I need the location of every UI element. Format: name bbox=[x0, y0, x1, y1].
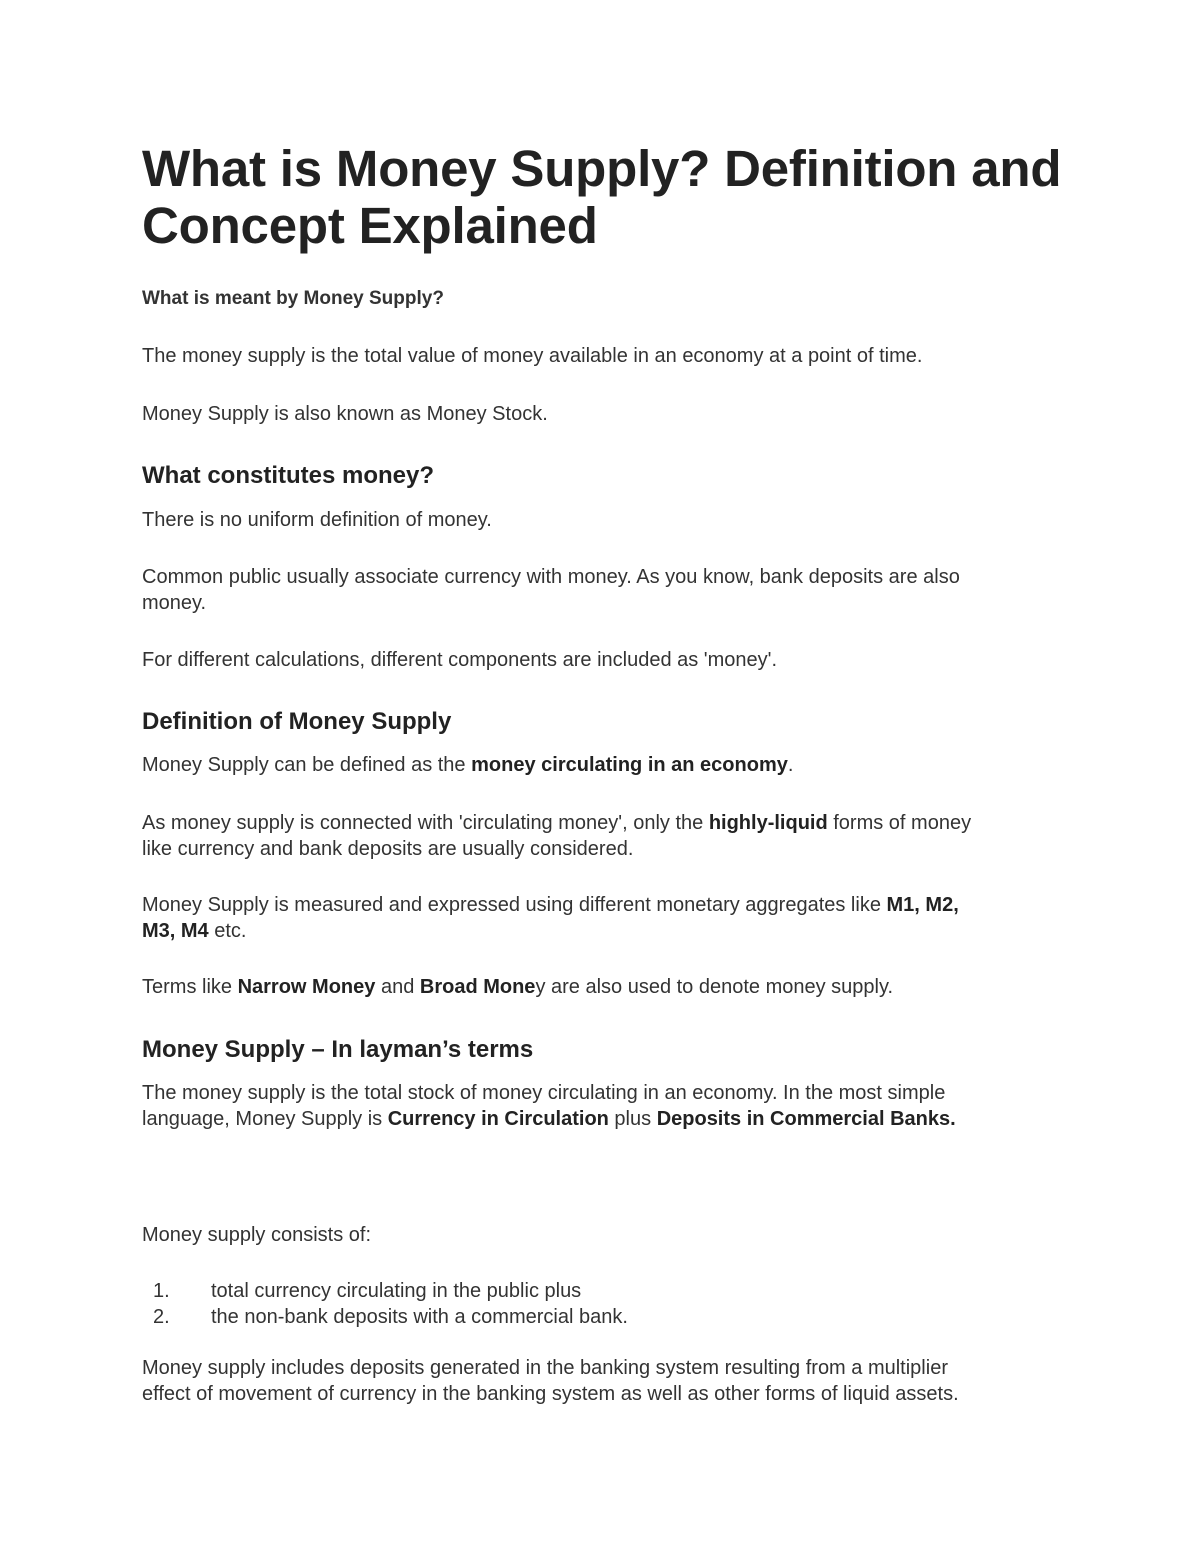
def-p4-bold-1: Narrow Money bbox=[237, 976, 376, 998]
heading-definition: Definition of Money Supply bbox=[142, 708, 452, 735]
consists-intro: Money supply consists of: bbox=[142, 1224, 371, 1246]
heading-layman: Money Supply – In layman’s terms bbox=[142, 1036, 534, 1063]
def-p1-bold: money circulating in an economy bbox=[471, 754, 788, 776]
layman-line-2: language, Money Supply is bbox=[142, 1108, 388, 1130]
def-p3-bold-1: M1, M2, bbox=[886, 894, 959, 916]
subheading-meant: What is meant by Money Supply? bbox=[142, 288, 444, 309]
list-item bbox=[142, 1278, 628, 1304]
definition-paragraph-3 bbox=[142, 892, 959, 944]
constitutes-paragraph-1: There is no uniform definition of money. bbox=[142, 509, 492, 531]
def-p4-text: Terms like bbox=[142, 976, 238, 998]
def-p3-post: etc. bbox=[208, 920, 247, 942]
layman-bold-1: Currency in Circulation bbox=[387, 1108, 609, 1130]
constitutes-paragraph-3: For different calculations, different components are included as 'money'. bbox=[142, 649, 778, 671]
def-p2-bold: highly-liquid bbox=[708, 812, 828, 834]
definition-paragraph-4 bbox=[142, 974, 893, 1000]
constitutes-paragraph-2 bbox=[142, 564, 960, 616]
def-p4-bold-2: Broad Mone bbox=[419, 976, 536, 998]
heading-constitutes: What constitutes money? bbox=[142, 462, 435, 489]
title-line-2: Concept Explained bbox=[142, 197, 598, 254]
definition-paragraph-2 bbox=[142, 810, 971, 862]
list-text: the non-bank deposits with a commercial bank. bbox=[211, 1306, 628, 1328]
list-number: 2. bbox=[153, 1306, 170, 1328]
list-item bbox=[142, 1304, 628, 1330]
def-p4-post: y are also used to denote money supply. bbox=[535, 976, 894, 998]
def-p3-text: Money Supply is measured and expressed using different monetary aggregates like bbox=[142, 894, 887, 916]
layman-bold-2: Deposits in Commercial Banks. bbox=[656, 1108, 956, 1130]
title-line-1: What is Money Supply? Definition and bbox=[142, 140, 1062, 197]
def-p1-text: Money Supply can be defined as the bbox=[142, 754, 472, 776]
intro-paragraph-2: Money Supply is also known as Money Stock. bbox=[142, 403, 548, 425]
list-number: 1. bbox=[153, 1280, 170, 1302]
def-p2-post: forms of money bbox=[827, 812, 972, 834]
constitutes-p2-line-1: Common public usually associate currency with money. As you know, bank deposits are also bbox=[142, 566, 960, 588]
def-p3-bold-2: M3, M4 bbox=[142, 920, 209, 942]
layman-mid: plus bbox=[608, 1108, 657, 1130]
consists-list bbox=[142, 1278, 628, 1330]
list-text: total currency circulating in the public plus bbox=[211, 1280, 582, 1302]
definition-paragraph-1 bbox=[142, 752, 793, 778]
closing-line-2: effect of movement of currency in the banking system as well as other forms of liquid assets. bbox=[142, 1383, 959, 1405]
def-p1-post: . bbox=[787, 754, 794, 776]
closing-line-1: Money supply includes deposits generated in the banking system resulting from a multiplier bbox=[142, 1357, 948, 1379]
def-p2-text: As money supply is connected with 'circulating money', only the bbox=[142, 812, 709, 834]
layman-line-1: The money supply is the total stock of money circulating in an economy. In the most simple bbox=[142, 1082, 946, 1104]
page-title bbox=[142, 140, 1061, 254]
closing-paragraph bbox=[142, 1355, 959, 1407]
layman-paragraph bbox=[142, 1080, 956, 1132]
def-p4-mid: and bbox=[375, 976, 420, 998]
def-p2-line-2: like currency and bank deposits are usually considered. bbox=[142, 838, 634, 860]
constitutes-p2-line-2: money. bbox=[142, 592, 207, 614]
intro-paragraph-1: The money supply is the total value of money available in an economy at a point of time. bbox=[142, 345, 923, 367]
